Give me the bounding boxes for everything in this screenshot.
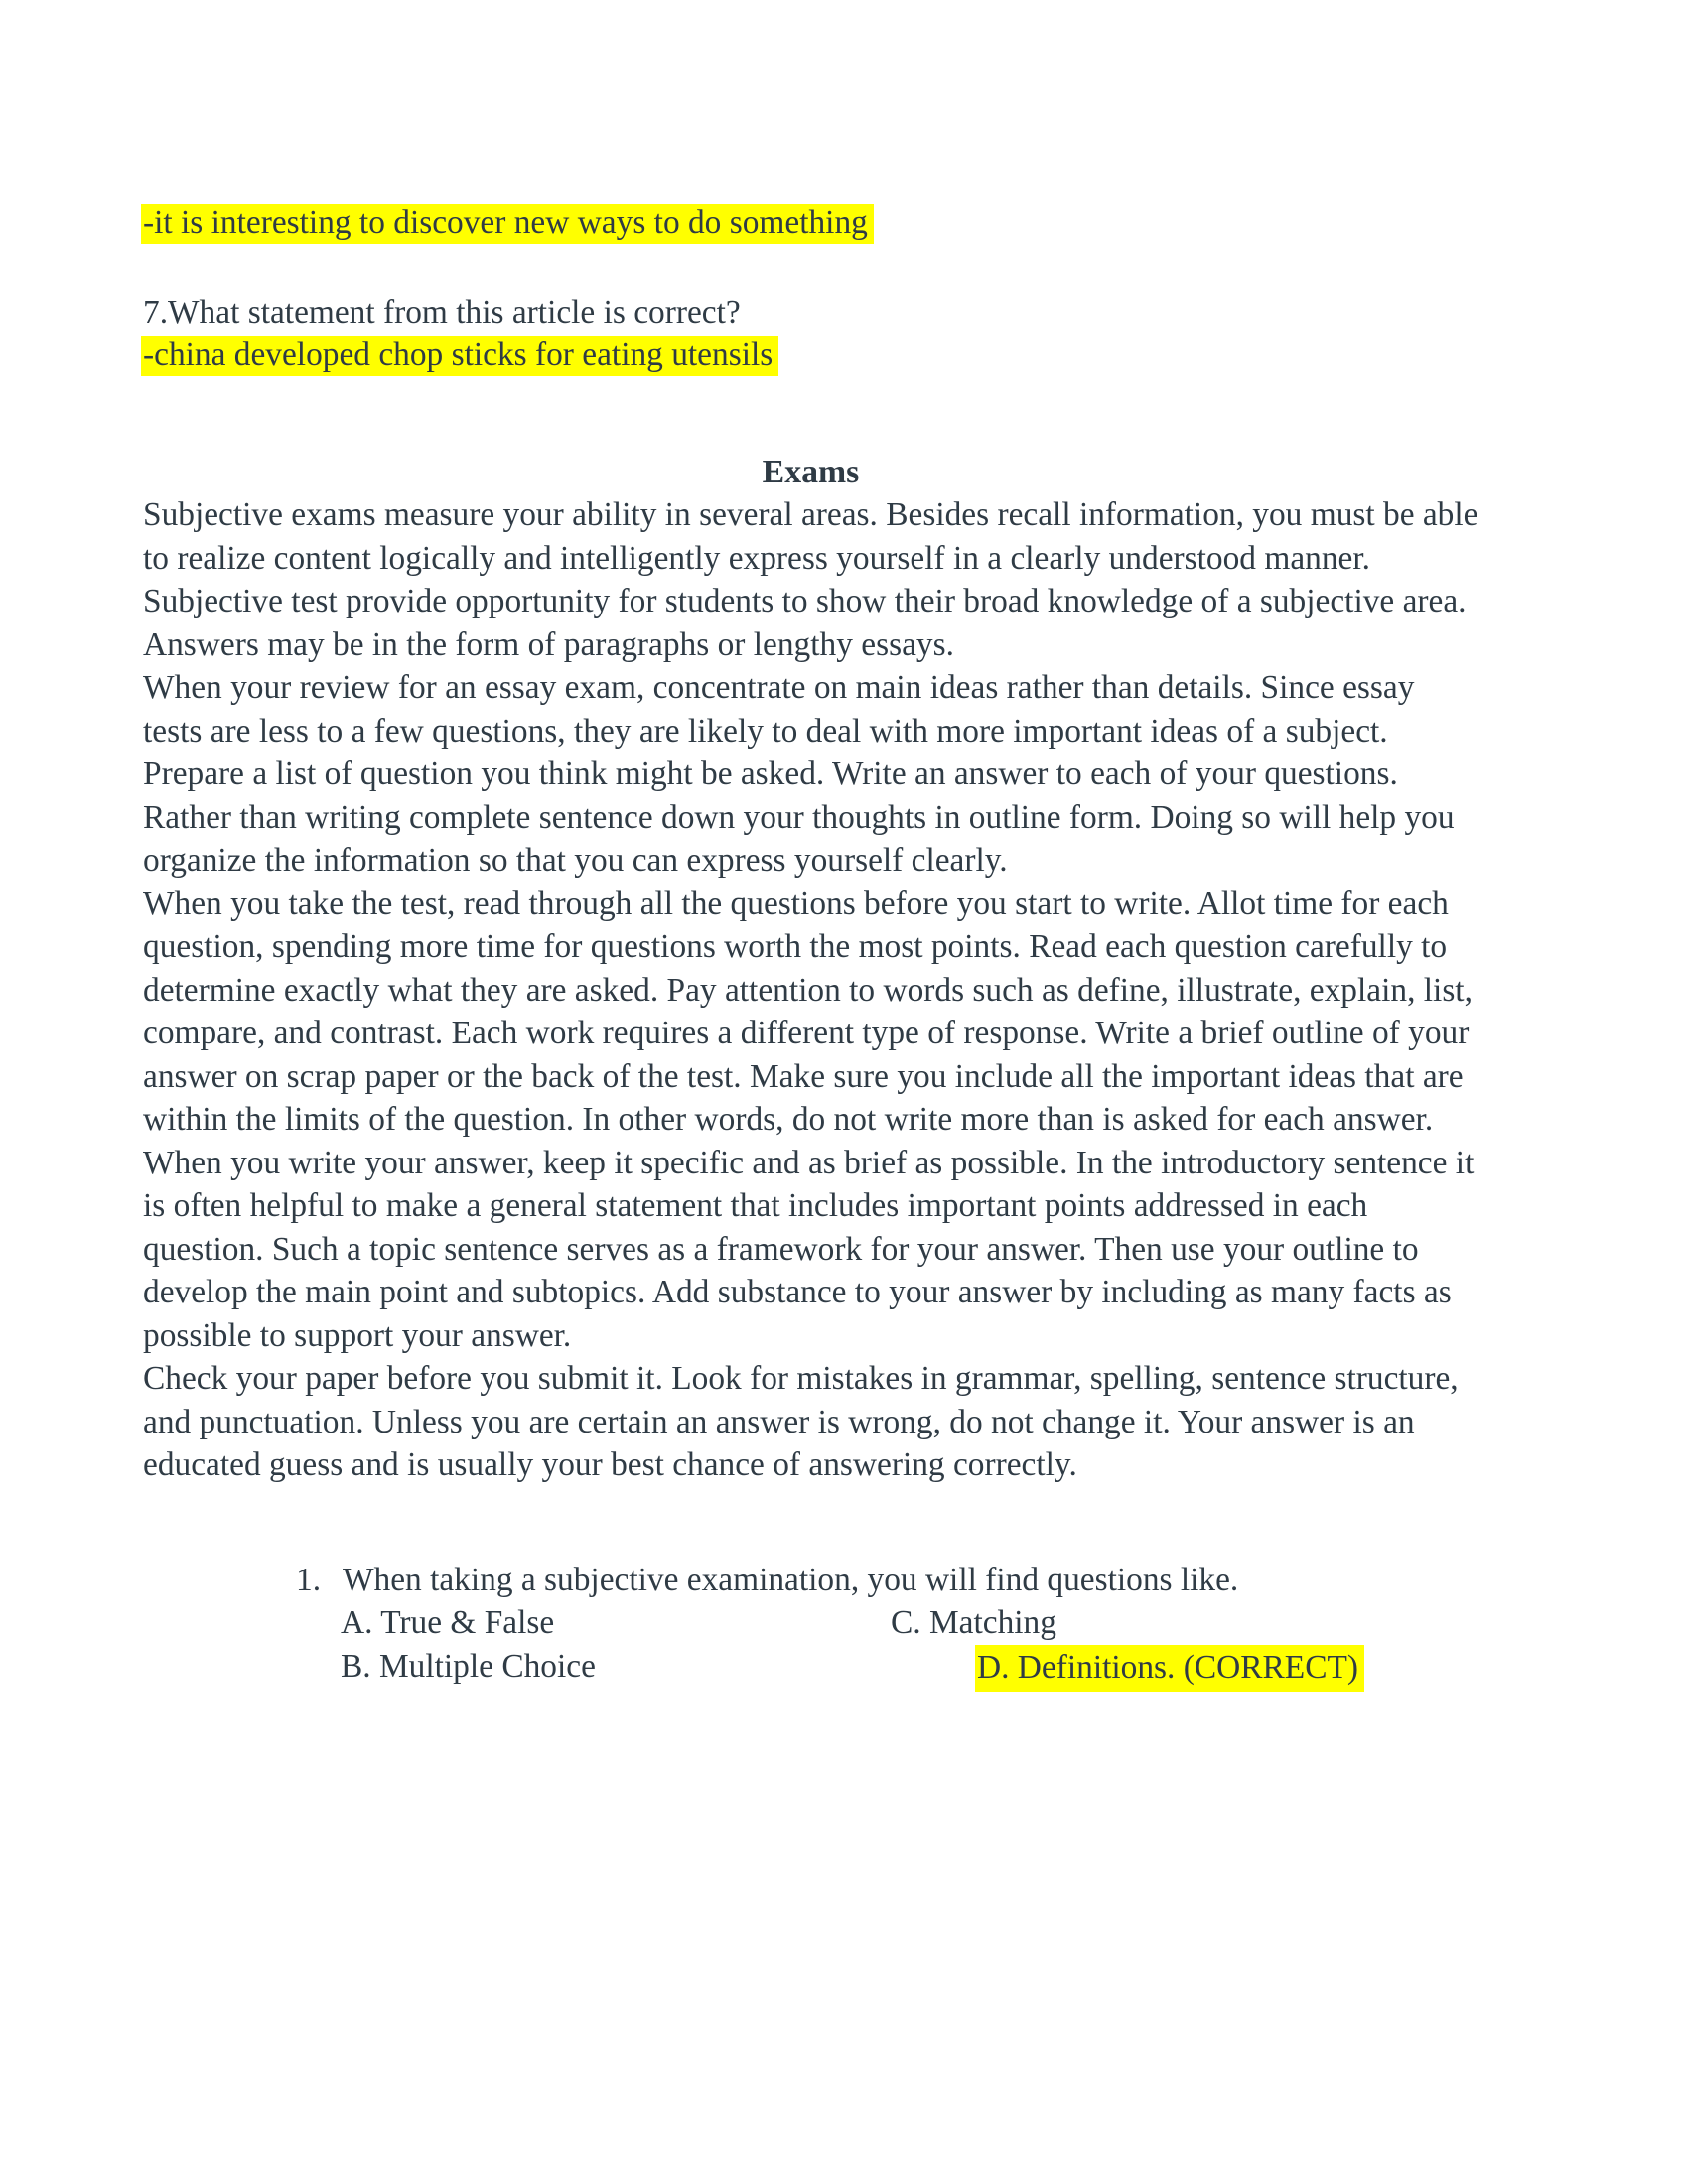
article-title: Exams [762,453,860,490]
quiz-option-b: B. Multiple Choice [341,1647,596,1685]
document-content [143,202,1478,1698]
quiz-options-row-2 [143,1645,1478,1689]
paragraph-subjective-exams: Subjective exams measure your ability in several areas. Besides recall information, you must be able to realize content logically and intelligently express yourself in a clearly understood manner. Subjective test provide opportunity for students to show their broad knowledge of a subjective area. Answers may be in the form of paragraphs or lengthy essays. [143,496,1478,663]
paragraph-essay-review: When your review for an essay exam, concentrate on main ideas rather than details. Since essay tests are less to a few questions, they are likely to deal with more important ideas of a subject. Prepare a list of question you think might be asked. Write an answer to each of your questions. Rather than writing complete sentence down your thoughts in outline form. Doing so will help you organize the information so that you can express yourself clearly. [143,669,1455,879]
qa-answer-6-line [143,202,1478,245]
paragraph-check-your-paper: Check your paper before you submit it. Look for mistakes in grammar, spelling, sentence structure, and punctuation. Unless you are certain an answer is wrong, do not change it. Your answer is an educated guess and is usually your best chance of answering correctly. [143,1360,1459,1483]
quiz-question-text: When taking a subjective examination, you will find questions like. [343,1561,1239,1598]
paragraph-taking-the-test: When you take the test, read through all the questions before you start to write. Allot time for each question, spending more time for questions worth the most points. Read each question carefully to determine exactly what they are asked. Pay attention to words such as define, illustrate, explain, list, compare, and contrast. Each work requires a different type of response. Write a brief outline of your answer on scrap paper or the back of the test. Make sure you include all the important ideas that are within the limits of the question. In other words, do not write more than is asked for each answer. When you write your answer, keep it specific and as brief as possible. In the introductory sentence it is often helpful to make a general statement that includes important points addressed in each question. Such a topic sentence serves as a framework for your answer. Then use your outline to develop the main point and subtopics. Add substance to your answer by including as many facts as possible to support your answer. [143,885,1475,1354]
quiz-option-c: C. Matching [891,1604,1056,1641]
highlighted-answer-6: -it is interesting to discover new ways to do something [141,204,874,244]
qa-answer-7-line [143,334,1478,377]
quiz-question-1 [143,1559,1478,1698]
quiz-question-number: 1. [296,1561,322,1598]
qa-question-7-block [143,291,1478,377]
highlighted-answer-7: -china developed chop sticks for eating utensils [141,336,778,376]
quiz-option-a: A. True & False [341,1604,555,1641]
quiz-option-d-correct-highlighted: D. Definitions. (CORRECT) [975,1645,1364,1693]
question-7-text: 7.What statement from this article is correct? [143,293,741,331]
quiz-options-row-1 [143,1601,1478,1645]
quiz-question-line [143,1559,1478,1602]
